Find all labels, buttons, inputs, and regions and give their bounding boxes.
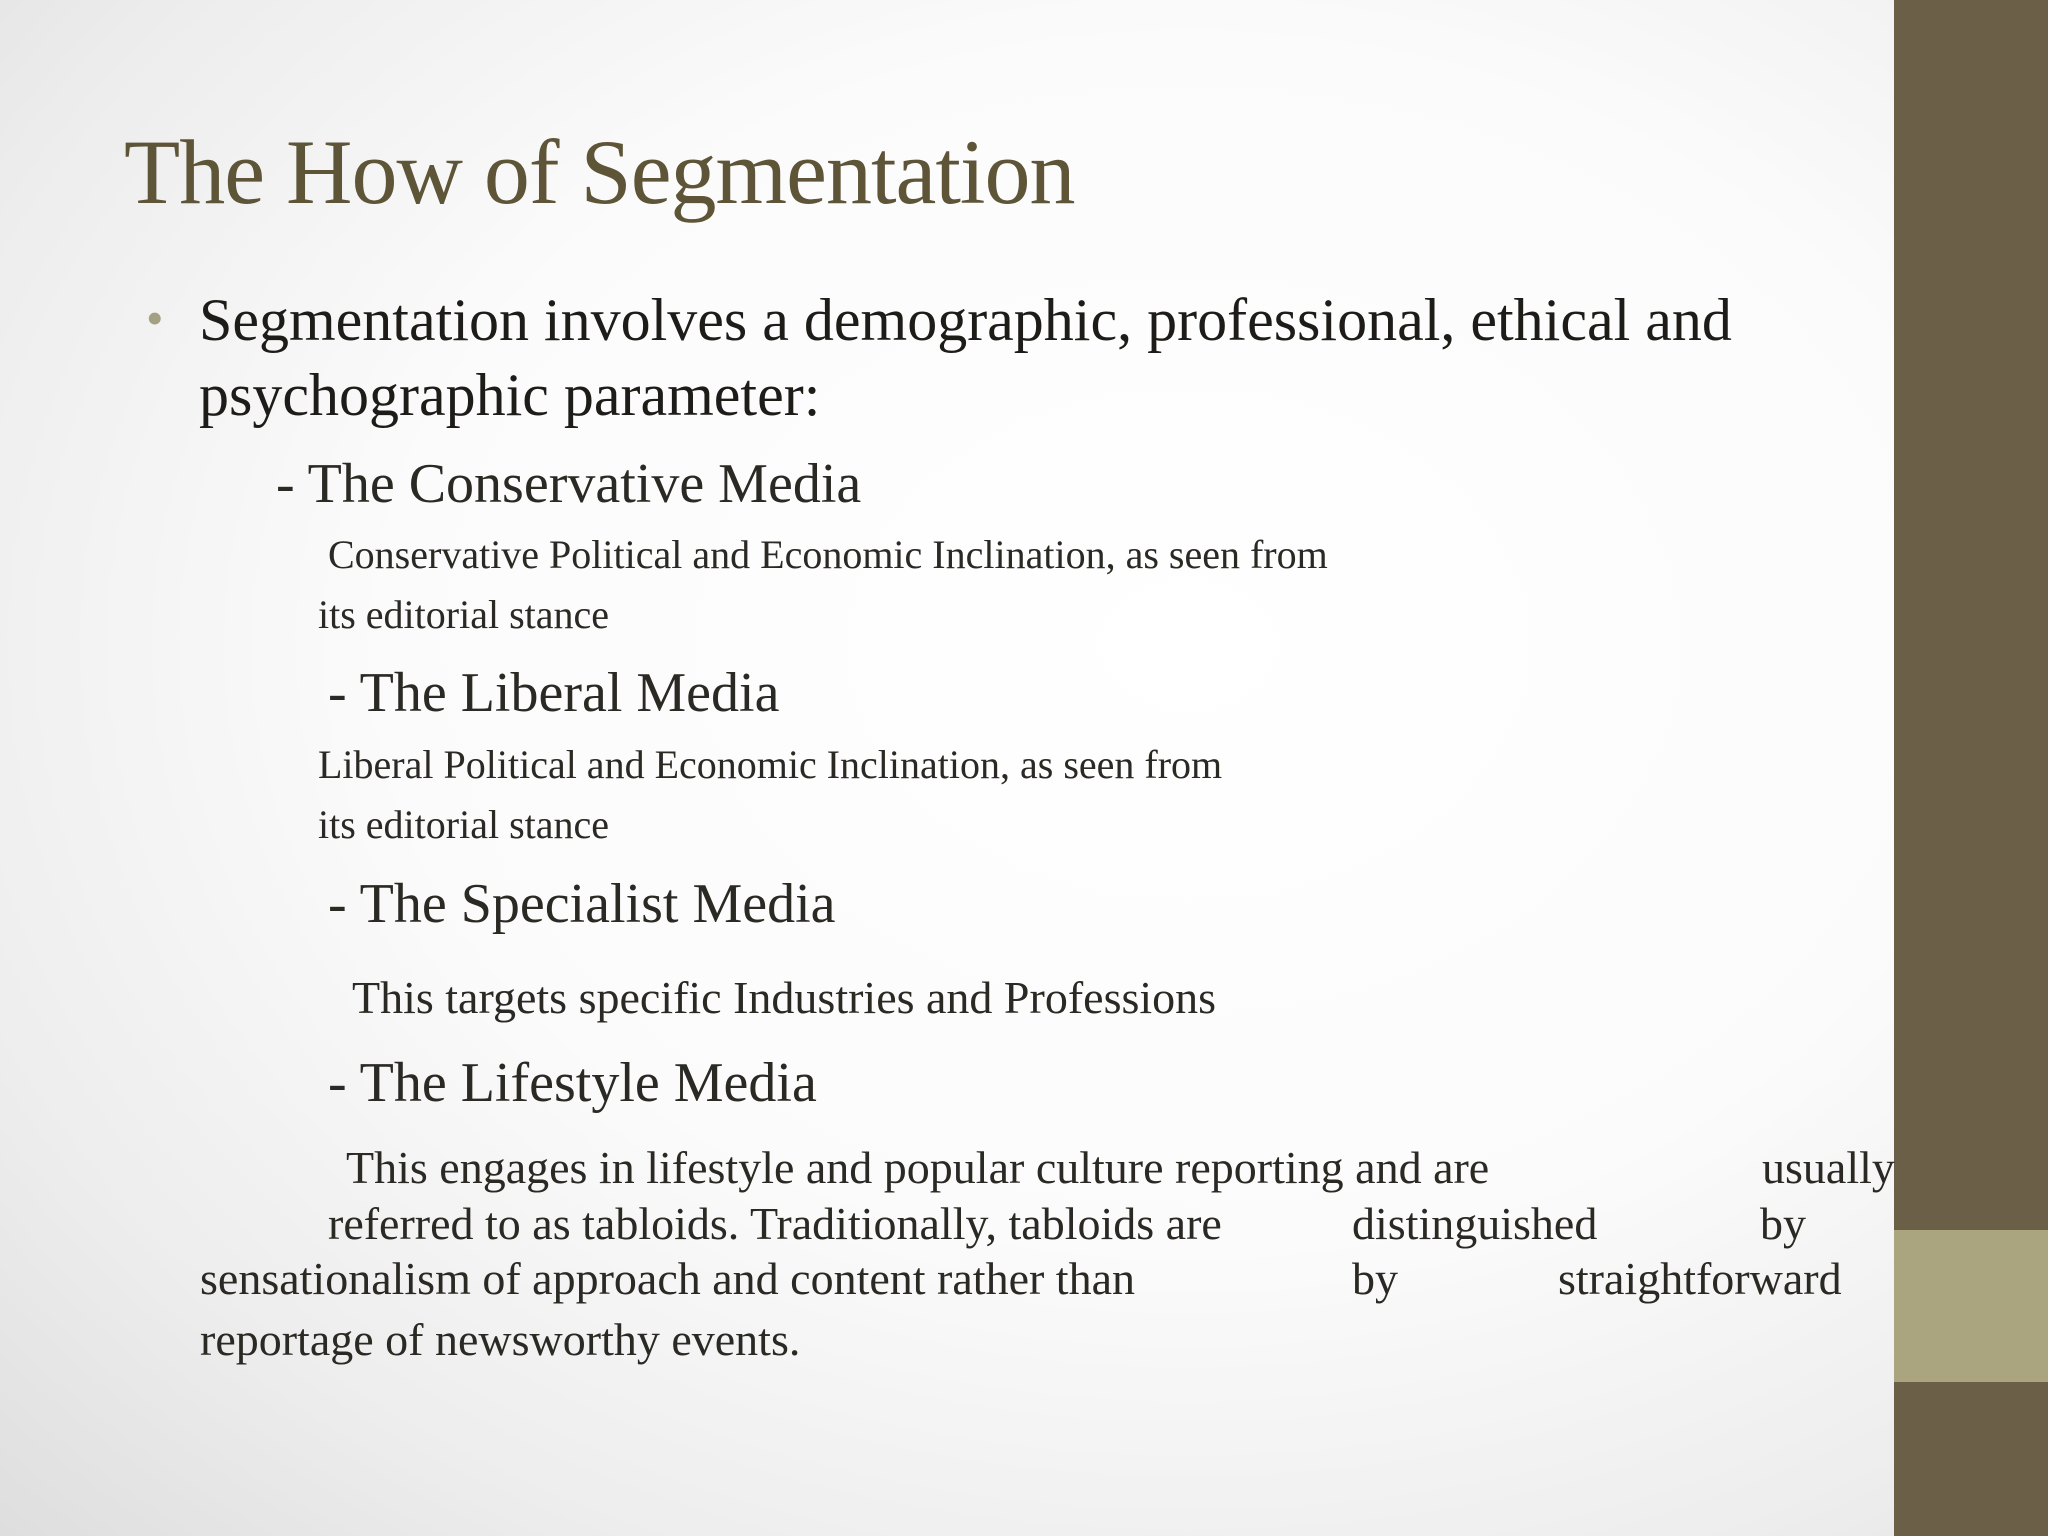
conservative-line-1: Conservative Political and Economic Inclination, as seen from [328, 532, 1328, 577]
lifestyle-text-1b: usually [1762, 1142, 1895, 1193]
liberal-line-1: Liberal Political and Economic Inclination, as seen from [318, 742, 1223, 787]
specialist-heading: - The Specialist Media [328, 873, 836, 935]
side-accent-block [1894, 1230, 2048, 1382]
lifestyle-text-4a: reportage of newsworthy events. [200, 1314, 801, 1365]
conservative-line-2: its editorial stance [318, 592, 610, 637]
lifestyle-text-3c: straightforward [1558, 1253, 1842, 1304]
bullet-text [199, 283, 1899, 433]
liberal-heading: - The Liberal Media [328, 662, 780, 724]
lifestyle-heading: - The Lifestyle Media [328, 1052, 817, 1114]
conservative-heading: - The Conservative Media [276, 453, 862, 515]
specialist-line-1: This targets specific Industries and Professions [352, 972, 1217, 1023]
lifestyle-text-3a: sensationalism of approach and content rather than [200, 1253, 1136, 1304]
lifestyle-text-2c: by [1760, 1198, 1806, 1249]
bullet-line-1: Segmentation involves a demographic, professional, ethical and [199, 287, 1732, 353]
slide-title: The How of Segmentation [124, 121, 1075, 223]
lifestyle-text-2b: distinguished [1352, 1198, 1598, 1249]
bullet-line-2: psychographic parameter: [199, 362, 821, 428]
lifestyle-text-1a: This engages in lifestyle and popular culture reporting and are [346, 1142, 1490, 1193]
bullet-marker: • [146, 290, 164, 346]
lifestyle-text-2a: referred to as tabloids. Traditionally, tabloids are [328, 1198, 1222, 1249]
lifestyle-text-3b: by [1352, 1253, 1398, 1304]
liberal-line-2: its editorial stance [318, 802, 610, 847]
